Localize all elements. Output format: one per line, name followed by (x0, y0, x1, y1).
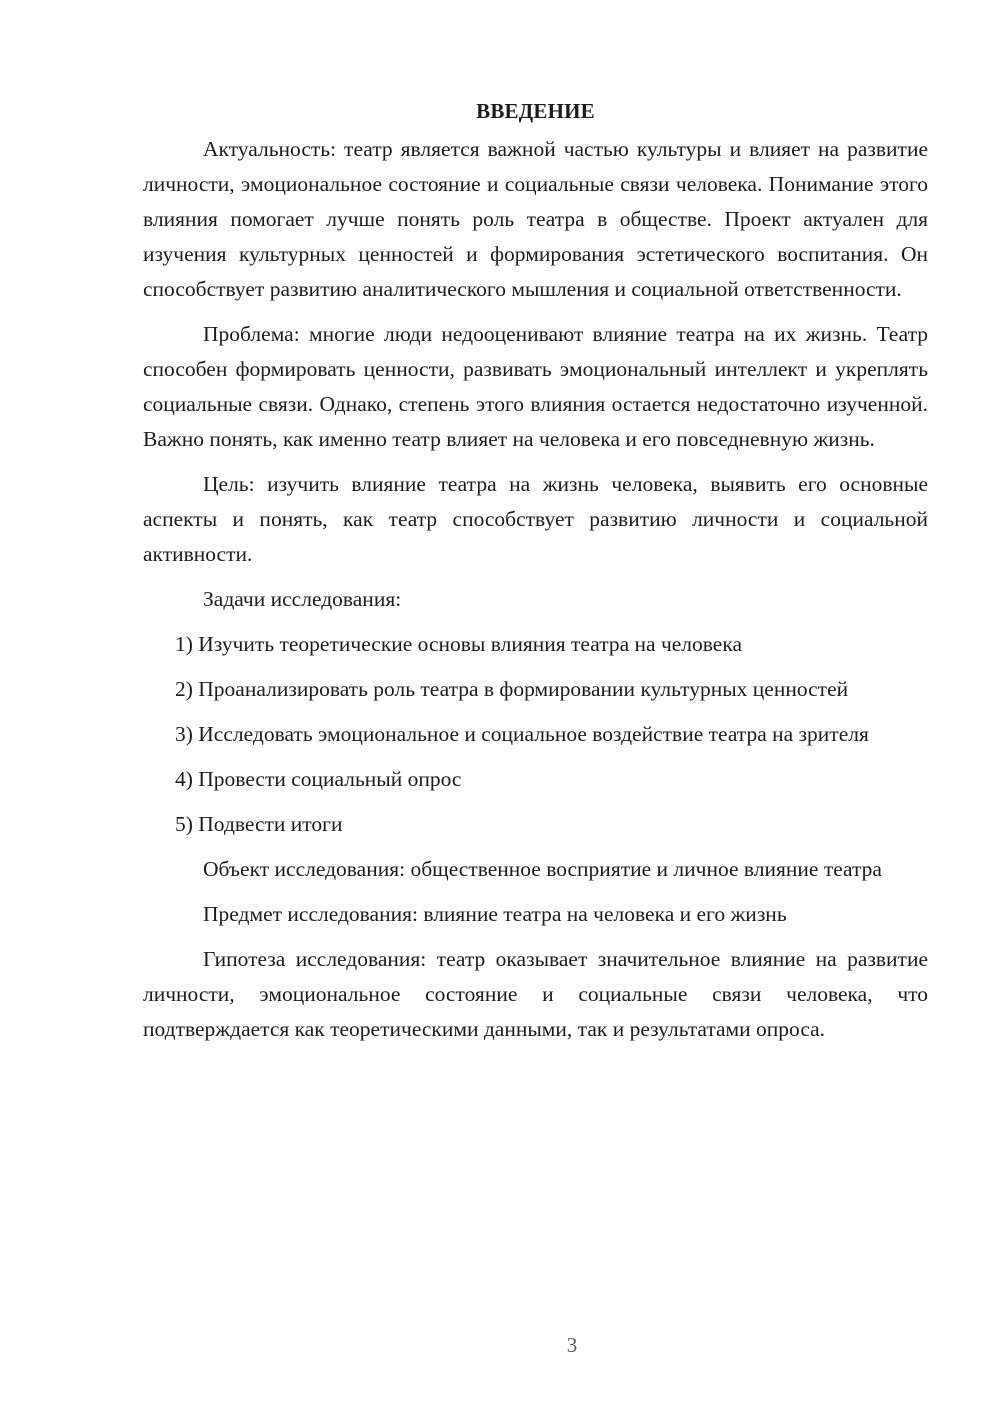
page-number: 3 (566, 1333, 578, 1357)
task-item-5: 5) Подвести итоги (175, 812, 343, 836)
goal-paragraph: Цель: изучить влияние театра на жизнь человека, выявить его основные аспекты и понять, как театр способствует развитию личности и социальной активности. (143, 472, 928, 566)
section-title: ВВЕДЕНИЕ (476, 99, 595, 123)
task-item-1: 1) Изучить теоретические основы влияния театра на человека (175, 632, 743, 656)
relevance-paragraph: Актуальность: театр является важной частью культуры и влияет на развитие личности, эмоциональное состояние и социальные связи человека. Понимание этого влияния помогает лучше понять роль театра в обществе. Проект актуален для изучения культурных ценностей и формирования эстетического воспитания. Он способствует развитию аналитического мышления и социальной ответственности. (143, 137, 928, 301)
task-item-4: 4) Провести социальный опрос (175, 767, 462, 791)
research-object-paragraph: Объект исследования: общественное восприятие и личное влияние театра (203, 857, 882, 881)
task-item-2: 2) Проанализировать роль театра в формировании культурных ценностей (175, 677, 849, 701)
problem-paragraph: Проблема: многие люди недооценивают влияние театра на их жизнь. Театр способен формировать ценности, развивать эмоциональный интеллект и укреплять социальные связи. Однако, степень этого влияния остается недостаточно изученной. Важно понять, как именно театр влияет на человека и его повседневную жизнь. (143, 322, 928, 451)
research-subject-paragraph: Предмет исследования: влияние театра на человека и его жизнь (203, 902, 787, 926)
tasks-heading: Задачи исследования: (203, 587, 402, 611)
hypothesis-paragraph: Гипотеза исследования: театр оказывает значительное влияние на развитие личности, эмоциональное состояние и социальные связи человека, что подтверждается как теоретическими данными, так и результатами опроса. (143, 947, 928, 1041)
document-body (143, 96, 928, 1057)
task-item-3: 3) Исследовать эмоциональное и социальное воздействие театра на зрителя (175, 722, 869, 746)
